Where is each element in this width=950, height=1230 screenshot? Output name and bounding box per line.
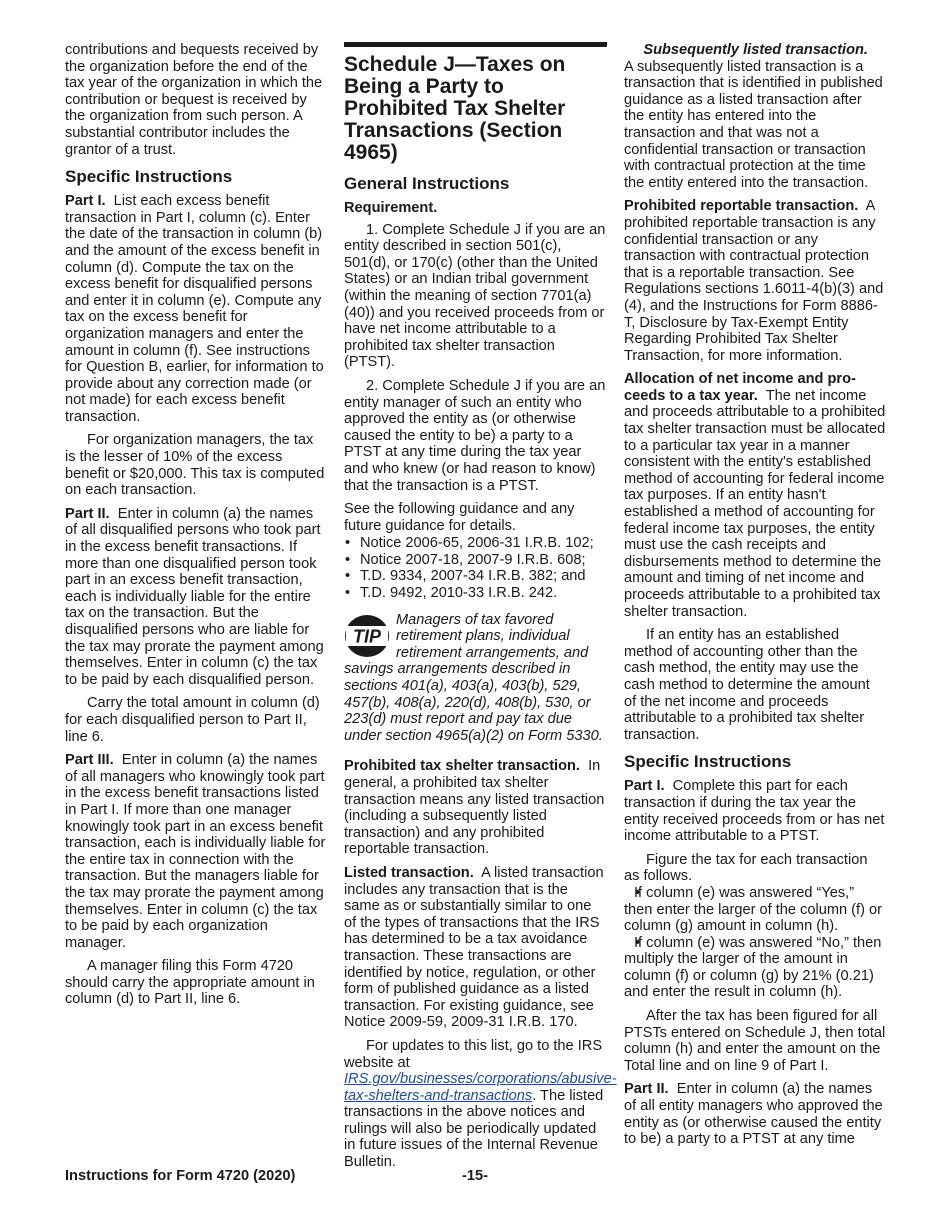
- label-part-iii: Part III.: [65, 752, 114, 769]
- paragraph-after-tax: After the tax has been figured for all PTSTs entered on Schedule J, then total column (h) and enter the amount on the Total line and on line 9 of Part I.: [624, 1008, 886, 1074]
- tip-box: [344, 612, 607, 745]
- label-prohibited-reportable: Prohibited reportable transaction.: [624, 198, 859, 215]
- paragraph-allocation: [624, 371, 886, 620]
- text-part-ii: Enter in column (a) the names of all disqualified persons who took part in the excess benefit transactions. If more than one disqualified person took part in an excess benefit transaction, each is individually liable for the entire tax on the transaction. But the disqualified persons who are liable for the tax may prorate the payment among themselves. Enter in column (c) the tax to be paid by each disqualified person.: [65, 505, 324, 688]
- paragraph-carry: Carry the total amount in column (d) for each disqualified person to Part II, line 6.: [65, 695, 320, 745]
- heading-general-instructions: General Instructions: [344, 174, 510, 193]
- list-item: • T.D. 9334, 2007-34 I.R.B. 382; and: [344, 568, 607, 585]
- text-listed-transaction: A listed transaction includes any transaction that is the same as or substantially similar to one of the types of transactions that the IRS has determined to be a tax avoidance transaction. These transactions are identified by notice, regulation, or other form of published guidance as a listed transaction. For existing guidance, see Notice 2009-59, 2009-31 I.R.B. 170.: [344, 864, 604, 1031]
- paragraph-requirement-2: 2. Complete Schedule J if you are an entity manager of such an entity who approved the entity as (or otherwise caused the entity to be) a party to a PTST at any time during the tax year and who knew (or had reason to know) that the transaction is a PTST.: [344, 377, 606, 494]
- label-listed-transaction: Listed transaction.: [344, 864, 474, 881]
- text-allocation: The net income and proceeds attributable to a prohibited tax shelter transaction must be allocated to a particular tax year in a manner consistent with the entity's established method of accounting for federal income tax purposes. If an entity hasn't established a method of accounting for federal income tax purposes, the entity must use the cash receipts and disbursements method to determine the amount and timing of net income and proceeds attributable to a prohibited tax shelter transaction.: [624, 387, 886, 620]
- paragraph-contributions: contributions and bequests received by the organization before the end of the tax year of the organization in which the contribution or bequest is received by the organization from such person. A substantial contributor includes the grantor of a trust.: [65, 42, 323, 158]
- paragraph-listed-transaction: [344, 865, 607, 1031]
- paragraph-part-i: [624, 778, 886, 844]
- column-e-list: [624, 885, 886, 1001]
- guidance-list: [344, 535, 607, 601]
- tip-label: TIP: [352, 626, 382, 647]
- text-part-i: Complete this part for each transaction if during the tax year the entity received proceeds from or has net income attributable to a PTST.: [624, 778, 885, 845]
- text-ptst: In general, a prohibited tax shelter transaction means any listed transaction (including a subsequently listed transaction) and any prohibited reportable transaction.: [344, 758, 605, 858]
- text-part-i: List each excess benefit transaction in Part I, column (c). Enter the date of the transaction in column (b) and the amount of the excess benefit in column (d). Compute the tax on the excess benefit for disqualified persons and enter it in column (e). Compute any tax on the excess benefit for organization managers and enter the amount in column (f). See instructions for Question B, earlier, for information to provide about any correction made (or not made) for each excess benefit transaction.: [65, 193, 324, 425]
- paragraph-see-guidance: See the following guidance and any future guidance for details.: [344, 501, 575, 534]
- footer-page-number: -15-: [462, 1168, 488, 1184]
- text-updates-post: . The listed transactions in the above notices and rulings will also be periodically updated in future issues of the Internal Revenue Bulletin.: [344, 1087, 604, 1171]
- label-ptst: Prohibited tax shelter transaction.: [344, 758, 580, 775]
- paragraph-part-i: [65, 193, 327, 425]
- list-item: • If column (e) was answered “No,” then multiply the larger of the amount in column (f) or column (g) by 21% (0.21) and enter the result in column (h).: [624, 935, 886, 1001]
- irs-website-link[interactable]: IRS.gov/businesses/corporations/abusive-tax-shelters-and-transactions: [344, 1071, 617, 1104]
- tip-text: Managers of tax favored retirement plans, individual retirement arrangements, and savings arrangements described in sections 401(a), 403(a), 403(b), 529, 457(b), 408(a), 220(d), 408(b), 530, or 223(d) must report and pay tax due under section 4965(a)(2) on Form 5330.: [344, 611, 603, 744]
- column-left: [65, 42, 327, 1015]
- paragraph-established-method: If an entity has an established method of accounting other than the cash method, the entity may use the cash method to determine the amount of the net income and proceeds attributable to a prohibited tax shelter transaction.: [624, 627, 870, 743]
- heading-specific-instructions: Specific Instructions: [624, 752, 792, 772]
- label-part-i: Part I.: [624, 778, 665, 795]
- column-middle: [344, 42, 617, 1178]
- paragraph-part-ii: [65, 506, 327, 689]
- paragraph-subsequently-listed: A subsequently listed transaction is a transaction that is identified in published guidance as a listed transaction after the entity has entered into the transaction and that was not a confidential transaction or transaction with contractual protection at the time the entity entered into the transaction.: [624, 58, 883, 191]
- paragraph-requirement-1: 1. Complete Schedule J if you are an entity described in section 501(c), 501(d), or 170(c) (other than the United States) or an Indian tribal government (within the meaning of section 7701(a)(40)) and you received proceeds from or have net income attributable to a prohibited tax shelter transaction (PTST).: [344, 221, 606, 371]
- heading-requirement: Requirement.: [344, 200, 438, 216]
- column-right: [624, 42, 886, 1155]
- heading-specific-instructions: Specific Instructions: [65, 167, 233, 187]
- text-part-ii: Enter in column (a) the names of all entity managers who approved the entity as (or otherwise caused the entity to be) a party to a PTST at any time: [624, 1081, 883, 1148]
- label-part-i: Part I.: [65, 193, 106, 210]
- list-item: • Notice 2007-18, 2007-9 I.R.B. 608;: [344, 552, 607, 569]
- paragraph-part-iii: [65, 752, 327, 951]
- paragraph-org-managers: For organization managers, the tax is the lesser of 10% of the excess benefit or $20,000. This tax is computed on each transaction.: [65, 432, 325, 499]
- list-item: • If column (e) was answered “Yes,” then enter the larger of the column (f) or column (g) amount in column (h).: [624, 885, 886, 935]
- label-allocation: Allocation of net income and pro-ceeds to a tax year.: [624, 371, 856, 404]
- label-part-ii: Part II.: [65, 505, 110, 522]
- tip-icon: [344, 614, 390, 658]
- paragraph-prohibited-reportable: [624, 198, 886, 364]
- list-item: • Notice 2006-65, 2006-31 I.R.B. 102;: [344, 535, 607, 552]
- paragraph-figure-tax: Figure the tax for each transaction as follows.: [624, 851, 868, 885]
- label-part-ii: Part II.: [624, 1081, 669, 1098]
- schedule-j-title: Schedule J—Taxes on Being a Party to Prohibited Tax Shelter Transactions (Section 4965): [344, 42, 607, 164]
- text-prohibited-reportable: A prohibited reportable transaction is any confidential transaction or any transaction with contractual protection that is a reportable transaction. See Regulations sections 1.6011-4(b)(3) and (4), and the Instructions for Form 8886-T, Disclosure by Tax-Exempt Entity Regarding Prohibited Tax Shelter Transaction, for more information.: [624, 198, 884, 364]
- label-subsequently-listed: Subsequently listed transaction.: [643, 42, 868, 58]
- list-item: • T.D. 9492, 2010-33 I.R.B. 242.: [344, 585, 607, 602]
- paragraph-manager-filing: A manager filing this Form 4720 should carry the appropriate amount in column (d) to Part II, line 6.: [65, 958, 315, 1008]
- text-part-iii: Enter in column (a) the names of all managers who knowingly took part in the excess benefit transactions listed in Part I. If more than one manager knowingly took part in an excess benefit transaction, each is individually liable for the entire tax in connection with the transaction. But the managers liable for the tax may prorate the payment among themselves. Enter in column (c) the tax to be paid by each organization manager.: [65, 752, 326, 951]
- paragraph-updates: [344, 1037, 617, 1171]
- footer-form-title: Instructions for Form 4720 (2020): [65, 1168, 296, 1184]
- text-updates-pre: For updates to this list, go to the IRS website at: [344, 1037, 603, 1071]
- paragraph-part-ii: [624, 1081, 886, 1147]
- paragraph-ptst: [344, 758, 607, 858]
